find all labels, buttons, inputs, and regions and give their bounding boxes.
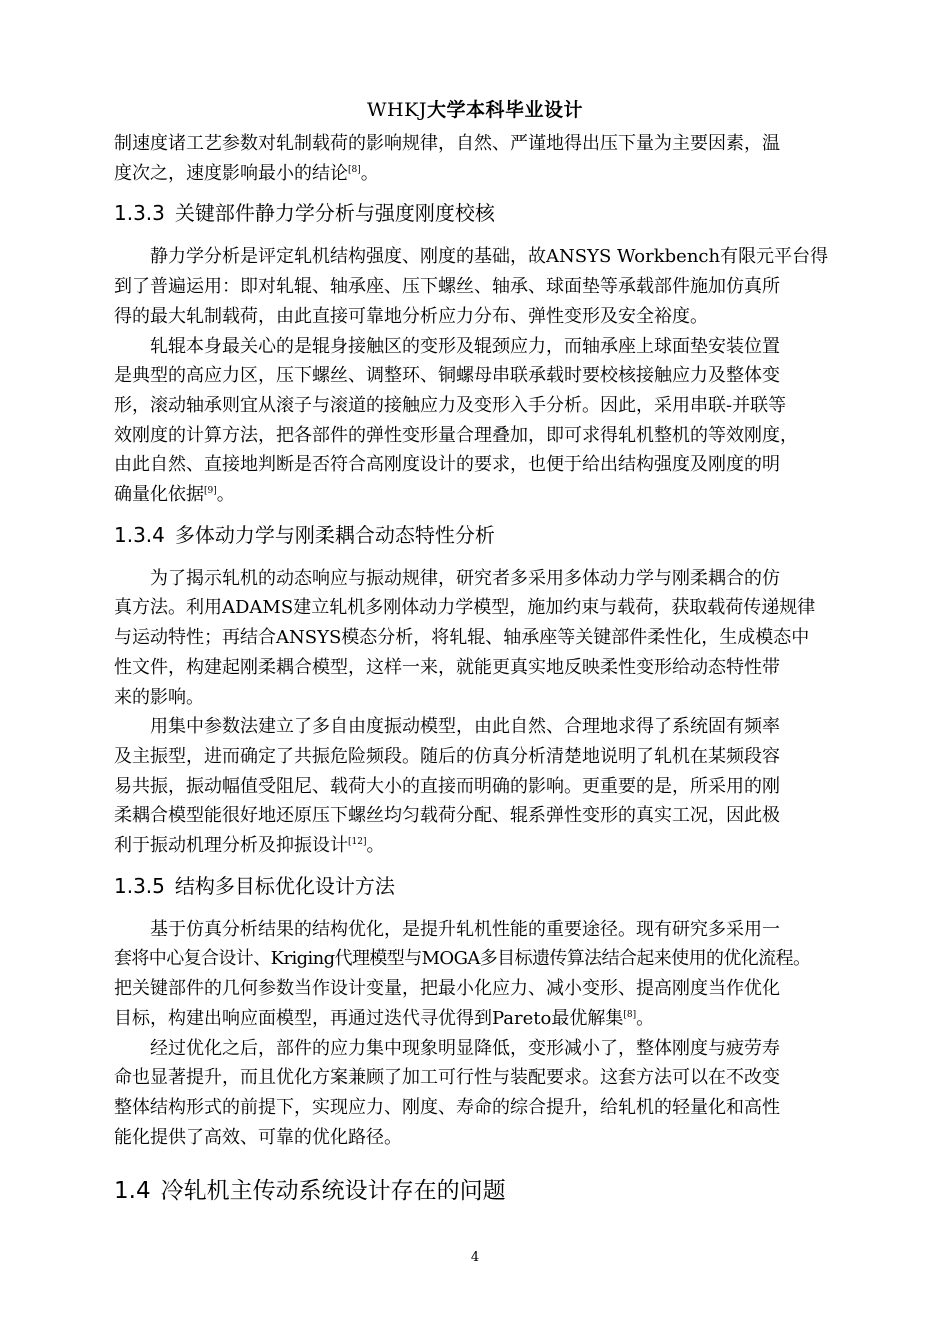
- section-number: 1.4: [114, 1178, 151, 1205]
- text-line: 命也显著提升，而且优化方案兼顾了加工可行性与装配要求。这套方法可以在不改变: [114, 1067, 780, 1089]
- text-line: 易共振，振动幅值受阻尼、载荷大小的直接而明确的影响。更重要的是，所采用的刚: [114, 775, 780, 797]
- paragraph: [114, 915, 834, 1034]
- section-heading-1-4: [114, 1174, 834, 1208]
- header-title: 大学本科毕业设计: [426, 99, 583, 121]
- text-line: 是典型的高应力区，压下螺丝、调整环、铜螺母串联承载时要校核接触应力及整体变: [114, 365, 780, 387]
- citation-ref: [12]: [348, 837, 367, 848]
- paragraph: [114, 1034, 834, 1153]
- section-title: 关键部件静力学分析与强度刚度校核: [174, 201, 495, 226]
- text-line: 效刚度的计算方法，把各部件的弹性变形量合理叠加，即可求得轧机整机的等效刚度，: [114, 424, 798, 446]
- text-line: 为了揭示轧机的动态响应与振动规律，研究者多采用多体动力学与刚柔耦合的仿: [150, 567, 780, 589]
- text-run: 目标，构建出响应面模型，再通过迭代寻优得到Pareto最优解集: [114, 1007, 624, 1029]
- page-content: [114, 129, 834, 1208]
- section-title: 结构多目标优化设计方法: [174, 873, 395, 898]
- text-run: 利于振动机理分析及抑振设计: [114, 835, 348, 857]
- text-line: 套将中心复合设计、Kriging代理模型与MOGA多目标遗传算法结合起来使用的优化流程。: [114, 948, 811, 970]
- intro-paragraph: [114, 129, 834, 188]
- text-line: 到了普遍运用：即对轧辊、轴承座、压下螺丝、轴承、球面垫等承载部件施加仿真所: [114, 276, 780, 298]
- page-number: 4: [470, 1250, 480, 1265]
- text-line: 轧辊本身最关心的是辊身接触区的变形及辊颈应力，而轴承座上球面垫安装位置: [150, 335, 780, 357]
- text-line: [114, 1004, 834, 1034]
- text-line: 与运动特性；再结合ANSYS模态分析，将轧辊、轴承座等关键部件柔性化，生成模态中: [114, 627, 810, 649]
- text-line: [114, 159, 834, 189]
- text-run: 度次之，速度影响最小的结论: [114, 162, 348, 184]
- text-run: 。: [216, 484, 235, 506]
- section-number: 1.3.5: [114, 873, 165, 898]
- section-heading-1-3-5: [114, 871, 834, 901]
- text-line: [114, 831, 834, 861]
- paragraph: [114, 564, 834, 713]
- text-line: 由此自然、直接地判断是否符合高刚度设计的要求，也便于给出结构强度及刚度的明: [114, 454, 780, 476]
- text-line: 经过优化之后，部件的应力集中现象明显降低，变形减小了，整体刚度与疲劳寿: [150, 1037, 780, 1059]
- text-line: 柔耦合模型能很好地还原压下螺丝均匀载荷分配、辊系弹性变形的真实工况，因此极: [114, 805, 780, 827]
- paragraph: [114, 332, 834, 510]
- text-line: 把关键部件的几何参数当作设计变量，把最小化应力、减小变形、提高刚度当作优化: [114, 978, 780, 1000]
- section-number: 1.3.4: [114, 522, 165, 547]
- section-title: 多体动力学与刚柔耦合动态特性分析: [174, 522, 495, 547]
- text-line: 静力学分析是评定轧机结构强度、刚度的基础，故ANSYS Workbench有限元平台得: [150, 246, 829, 268]
- citation-ref: [8]: [348, 164, 361, 175]
- text-line: 整体结构形式的前提下，实现应力、刚度、寿命的综合提升，给轧机的轻量化和高性: [114, 1096, 780, 1118]
- text-line: 来的影响。: [114, 686, 204, 708]
- section-title: 冷轧机主传动系统设计存在的问题: [160, 1178, 506, 1205]
- page-header: [0, 98, 950, 122]
- text-run: 。: [636, 1007, 655, 1029]
- section-heading-1-3-3: [114, 198, 834, 228]
- text-line: 形，滚动轴承则宜从滚子与滚道的接触应力及变形入手分析。因此，采用串联-并联等: [114, 394, 787, 416]
- citation-ref: [8]: [623, 1009, 637, 1020]
- text-run: 。: [366, 835, 385, 857]
- citation-ref: [9]: [204, 486, 217, 497]
- text-run: 确量化依据: [114, 484, 204, 506]
- text-run: 。: [360, 162, 379, 184]
- text-line: [114, 480, 834, 510]
- text-line: 制速度诸工艺参数对轧制载荷的影响规律，自然、严谨地得出压下量为主要因素，温: [114, 133, 780, 154]
- text-line: 能化提供了高效、可靠的优化路径。: [114, 1126, 402, 1148]
- paragraph: [114, 242, 834, 331]
- text-line: 及主振型，进而确定了共振危险频段。随后的仿真分析清楚地说明了轧机在某频段容: [114, 745, 780, 767]
- text-line: 用集中参数法建立了多自由度振动模型，由此自然、合理地求得了系统固有频率: [150, 716, 780, 738]
- section-heading-1-3-4: [114, 520, 834, 550]
- section-number: 1.3.3: [114, 201, 165, 226]
- text-line: 得的最大轧制载荷，由此直接可靠地分析应力分布、弹性变形及安全裕度。: [114, 305, 708, 327]
- paragraph: [114, 712, 834, 861]
- header-school-code: WHKJ: [367, 99, 427, 121]
- text-line: 真方法。利用ADAMS建立轧机多刚体动力学模型，施加约束与载荷，获取载荷传递规律: [114, 597, 816, 619]
- text-line: 性文件，构建起刚柔耦合模型，这样一来，就能更真实地反映柔性变形给动态特性带: [114, 656, 780, 678]
- text-line: 基于仿真分析结果的结构优化，是提升轧机性能的重要途径。现有研究多采用一: [150, 918, 780, 940]
